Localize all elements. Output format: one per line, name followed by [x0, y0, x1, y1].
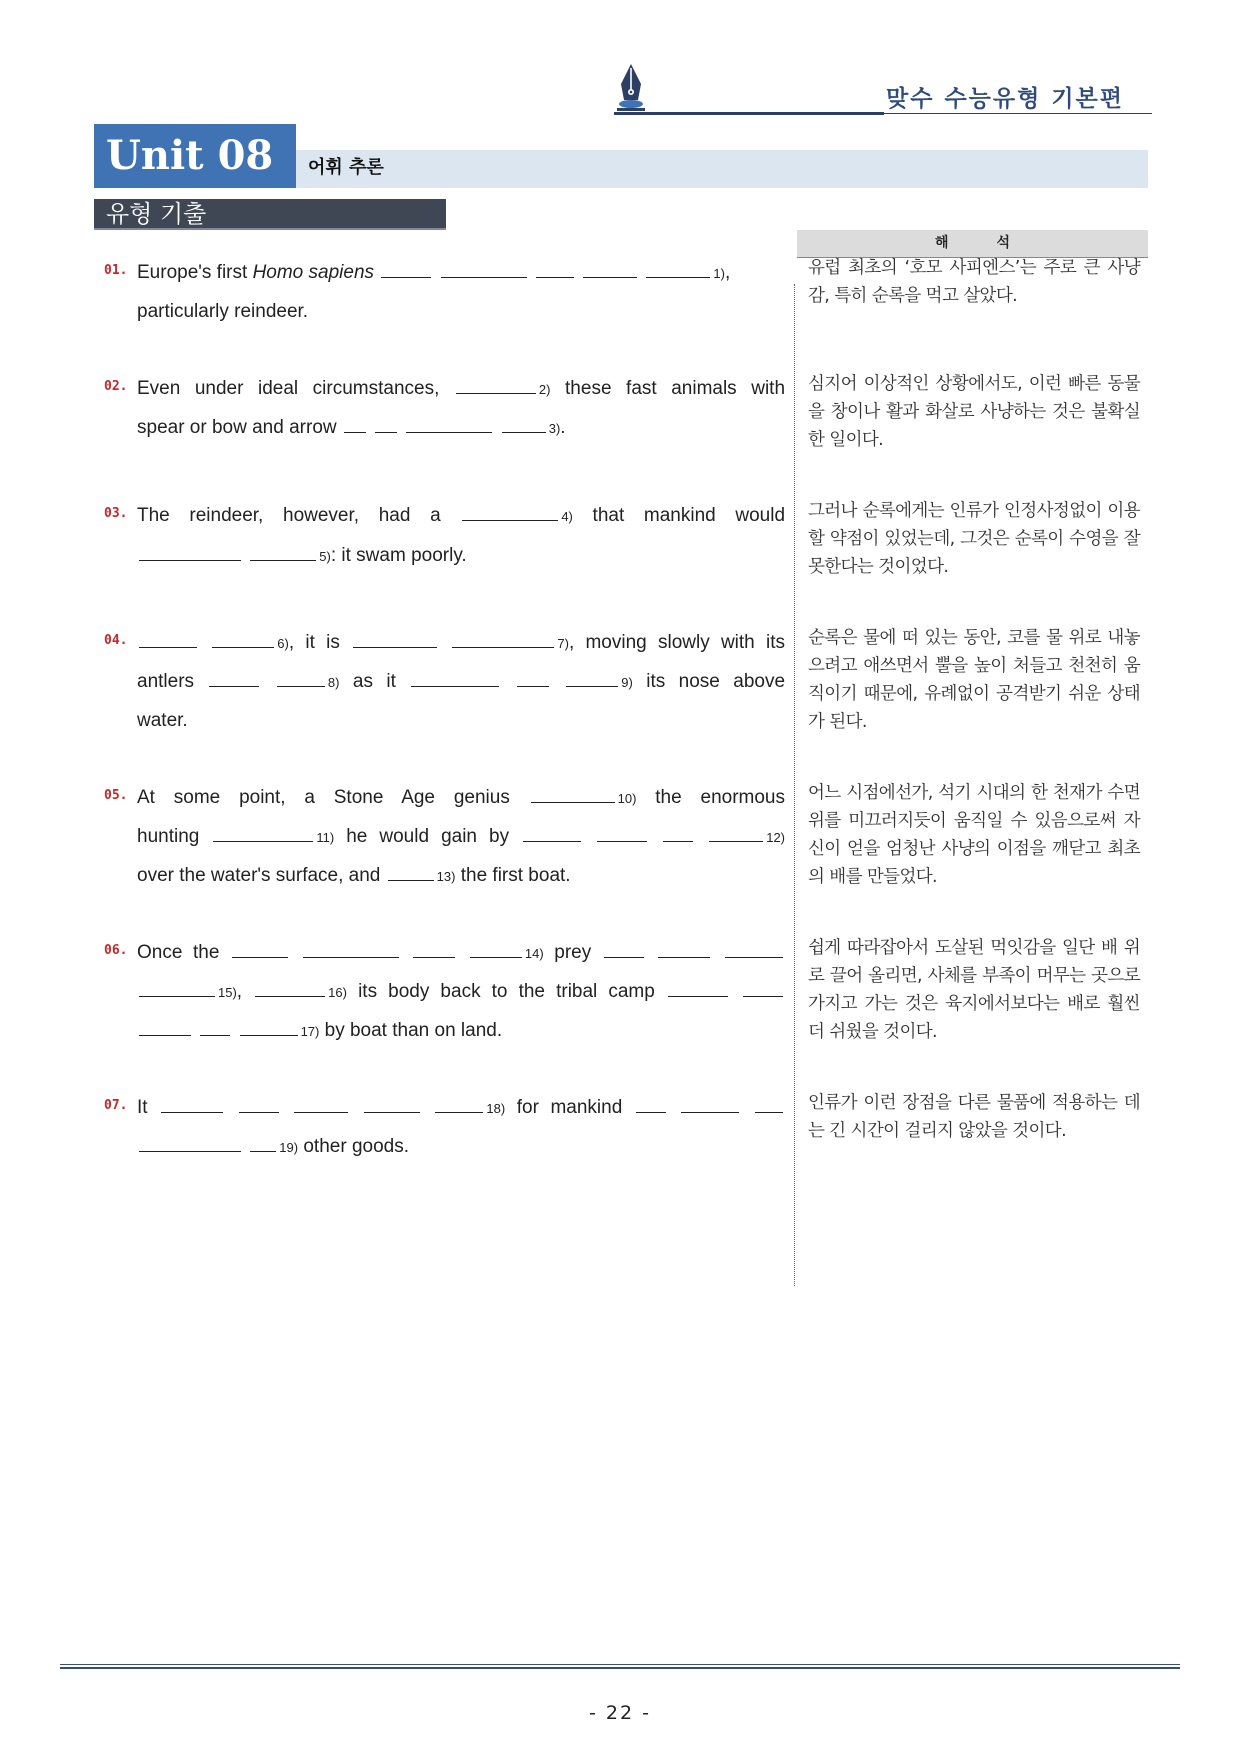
answer-blank[interactable] [709, 824, 763, 842]
answer-blank[interactable] [139, 630, 197, 648]
answer-blank[interactable] [212, 630, 274, 648]
pen-nib-logo [614, 62, 648, 114]
answer-blank[interactable] [411, 669, 499, 687]
answer-blank[interactable] [523, 824, 581, 842]
blank-number: 7) [557, 636, 569, 651]
answer-blank[interactable] [344, 415, 366, 433]
blank-number: 16) [328, 985, 347, 1000]
question-line [137, 824, 785, 851]
blank-number: 12) [766, 830, 786, 845]
answer-blank[interactable] [470, 940, 522, 958]
blank-number: 5) [319, 549, 331, 564]
section-underline [94, 228, 446, 230]
unit-topic-strip [296, 150, 1148, 188]
sentence-text: antlers [137, 671, 195, 692]
answer-blank[interactable] [239, 1095, 279, 1113]
question-line [137, 1018, 785, 1045]
sentence-text: , it is [288, 632, 340, 653]
answer-blank[interactable] [663, 824, 693, 842]
sentence-text: prey [554, 942, 592, 963]
answer-blank[interactable] [200, 1018, 230, 1036]
sentence-text: , [724, 262, 731, 283]
answer-blank[interactable] [435, 1095, 483, 1113]
translation-header: 해석 [797, 230, 1148, 258]
answer-blank[interactable] [743, 979, 783, 997]
blank-number: 19) [279, 1140, 299, 1155]
translation-text: 그러나 순록에게는 인류가 인정사정없이 이용할 약점이 있었는데, 그것은 순록이 수영을 잘 못한다는 것이었다. [808, 501, 1140, 577]
blank-number: 9) [621, 675, 633, 690]
question-line [137, 503, 785, 530]
page-number: - 22 - [589, 1702, 651, 1724]
question-line [137, 260, 785, 287]
answer-blank[interactable] [139, 979, 215, 997]
question-line [137, 979, 785, 1006]
blank-number: 15) [218, 985, 237, 1000]
sentence-text: Once the [137, 942, 220, 963]
sentence-text: particularly reindeer. [137, 301, 309, 322]
sentence-text: that mankind would [592, 505, 786, 526]
sentence-text: as it [352, 671, 396, 692]
question-line [137, 1134, 785, 1161]
blank-number: 18) [486, 1101, 506, 1116]
answer-blank[interactable] [456, 376, 536, 394]
answer-blank[interactable] [353, 630, 437, 648]
question-line [137, 415, 785, 442]
answer-blank[interactable] [413, 940, 455, 958]
answer-blank[interactable] [597, 824, 647, 842]
sentence-text: , moving slowly with its [568, 632, 786, 653]
blank-number: 10) [617, 791, 637, 806]
answer-blank[interactable] [303, 940, 399, 958]
sentence-text: , [236, 981, 243, 1002]
blank-number: 11) [316, 830, 335, 845]
answer-blank[interactable] [725, 940, 783, 958]
sentence-text: spear or bow and arrow [137, 417, 337, 438]
answer-blank[interactable] [388, 863, 434, 881]
question-number: 05. [104, 788, 128, 803]
answer-blank[interactable] [161, 1095, 223, 1113]
sentence-text: It [137, 1097, 148, 1118]
sentence-text: its nose above [646, 671, 786, 692]
question-number: 01. [104, 263, 128, 278]
answer-blank[interactable] [452, 630, 554, 648]
question-line [137, 940, 785, 967]
sentence-text: Europe's first [137, 262, 253, 283]
italic-term: Homo sapiens [252, 262, 375, 283]
translation-text: 어느 시점에선가, 석기 시대의 한 천재가 수면 위를 미끄러지듯이 움직일 수 있음으로써 자신이 얻을 엄청난 사냥의 이점을 깨닫고 최초의 배를 만들었다. [808, 783, 1140, 887]
translation-text: 인류가 이런 장점을 다른 물품에 적용하는 데는 긴 시간이 걸리지 않았을 것이다. [808, 1093, 1140, 1141]
question-number: 06. [104, 943, 128, 958]
question-number: 03. [104, 506, 128, 521]
answer-blank[interactable] [517, 669, 549, 687]
answer-blank[interactable] [536, 260, 574, 278]
sentence-text: these fast animals with [565, 378, 786, 399]
question-line [137, 669, 785, 696]
sentence-text: hunting [137, 826, 200, 847]
translation-text: 심지어 이상적인 상황에서도, 이런 빠른 동물을 창이나 활과 화살로 사냥하는 것은 불확실한 일이다. [808, 374, 1140, 450]
book-title: 맞수 수능유형 기본편 [886, 86, 1124, 112]
answer-blank[interactable] [255, 979, 325, 997]
answer-blank[interactable] [375, 415, 397, 433]
answer-blank[interactable] [294, 1095, 348, 1113]
answer-blank[interactable] [277, 669, 325, 687]
answer-blank[interactable] [755, 1095, 783, 1113]
answer-blank[interactable] [462, 503, 558, 521]
question-line [137, 785, 785, 812]
answer-blank[interactable] [209, 669, 259, 687]
unit-label: Unit 08 [94, 124, 296, 188]
question-line [137, 708, 785, 734]
answer-blank[interactable] [250, 1134, 276, 1152]
answer-blank[interactable] [406, 415, 492, 433]
header-rule [614, 112, 884, 115]
blank-number: 13) [436, 869, 456, 884]
question-number: 04. [104, 633, 128, 648]
column-divider [794, 284, 795, 1286]
blank-number: 2) [538, 382, 551, 397]
sentence-text: The reindeer, however, had a [137, 505, 441, 526]
answer-blank[interactable] [636, 1095, 666, 1113]
header-rule-thin [884, 113, 1152, 114]
blank-number: 14) [524, 946, 544, 961]
question-line [137, 1095, 785, 1122]
answer-blank[interactable] [139, 1134, 241, 1152]
translation-text: 쉽게 따라잡아서 도살된 먹잇감을 일단 배 위로 끌어 올리면, 사체를 부족이 머무는 곳으로 가지고 가는 것은 육지에서보다는 배로 훨씬 더 쉬웠을 것이다. [808, 938, 1140, 1042]
sentence-text: At some point, a Stone Age genius [137, 787, 510, 808]
question-number: 07. [104, 1098, 128, 1113]
section-label: 유형 기출 [94, 199, 446, 229]
sentence-text: : it swam poorly. [330, 545, 467, 566]
answer-blank[interactable] [441, 260, 527, 278]
blank-number: 17) [300, 1024, 320, 1039]
answer-blank[interactable] [250, 543, 316, 561]
answer-blank[interactable] [604, 940, 644, 958]
answer-blank[interactable] [364, 1095, 420, 1113]
answer-blank[interactable] [646, 260, 710, 278]
answer-blank[interactable] [566, 669, 618, 687]
answer-blank[interactable] [658, 940, 710, 958]
blank-number: 8) [327, 675, 340, 690]
sentence-text: the first boat. [460, 865, 571, 886]
sentence-text: . [560, 417, 566, 438]
footer-rule [60, 1664, 1180, 1665]
translation-text: 유럽 최초의 ‘호모 사피엔스’는 주로 큰 사냥감, 특히 순록을 먹고 살았다. [808, 258, 1140, 306]
sentence-text: the enormous [655, 787, 785, 808]
blank-number: 4) [561, 509, 573, 524]
unit-topic: 어휘 추론 [308, 157, 384, 178]
sentence-text: by boat than on land. [324, 1020, 503, 1041]
answer-blank[interactable] [531, 785, 615, 803]
sentence-text: its body back to the tribal camp [358, 981, 655, 1002]
answer-blank[interactable] [240, 1018, 298, 1036]
blank-number: 3) [548, 421, 561, 436]
translation-text: 순록은 물에 떠 있는 동안, 코를 물 위로 내놓으려고 애쓰면서 뿔을 높이 처들고 천천히 움직이기 때문에, 유례없이 공격받기 쉬운 상태가 된다. [808, 628, 1140, 732]
sentence-text: over the water's surface, and [137, 865, 381, 886]
footer-rule-thick [60, 1667, 1180, 1669]
blank-number: 6) [277, 636, 289, 651]
answer-blank[interactable] [232, 940, 288, 958]
answer-blank[interactable] [583, 260, 637, 278]
question-line [137, 376, 785, 403]
answer-blank[interactable] [502, 415, 546, 433]
sentence-text: for mankind [516, 1097, 623, 1118]
sentence-text: Even under ideal circumstances, [137, 378, 440, 399]
question-line [137, 299, 785, 325]
question-number: 02. [104, 379, 128, 394]
question-line [137, 630, 785, 657]
question-line [137, 863, 785, 890]
answer-blank[interactable] [139, 1018, 191, 1036]
blank-number: 1) [713, 266, 725, 281]
sentence-text: water. [137, 710, 188, 731]
answer-blank[interactable] [668, 979, 728, 997]
sentence-text: he would gain by [346, 826, 510, 847]
answer-blank[interactable] [681, 1095, 739, 1113]
question-line [137, 543, 785, 570]
answer-blank[interactable] [139, 543, 241, 561]
sentence-text: other goods. [303, 1136, 409, 1157]
answer-blank[interactable] [213, 824, 313, 842]
answer-blank[interactable] [381, 260, 431, 278]
